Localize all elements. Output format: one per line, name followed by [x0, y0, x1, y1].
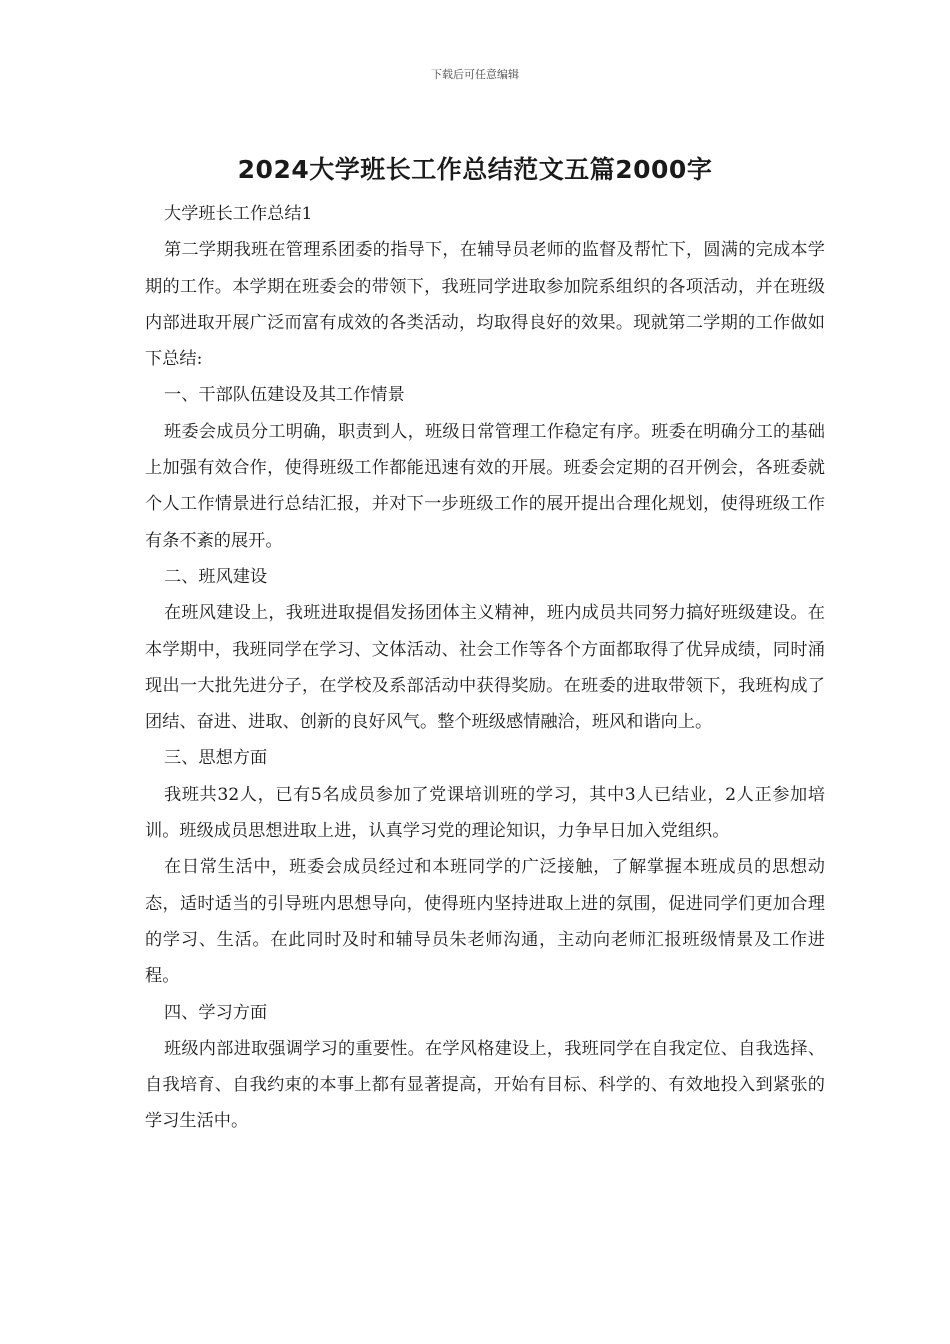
section-heading: 三、思想方面 — [164, 748, 268, 769]
header-note: 下载后可任意编辑 — [431, 68, 519, 81]
paragraph: 班级内部进取强调学习的重要性。在学风格建设上，我班同学在自我定位、自我选择、自我培育、自我约束的本事上都有显著提高，开始有目标、科学的、有效地投入到紧张的学习生活中。 — [145, 1038, 825, 1132]
section-heading: 一、干部队伍建设及其工作情景 — [164, 385, 405, 406]
section-heading: 二、班风建设 — [164, 566, 268, 587]
document-title: 2024大学班长工作总结范文五篇2000字 — [237, 155, 713, 184]
document-body — [145, 196, 825, 1140]
section-heading: 四、学习方面 — [164, 1002, 268, 1023]
paragraph: 在日常生活中，班委会成员经过和本班同学的广泛接触，了解掌握本班成员的思想动态，适时适当的引导班内思想导向，使得班内坚持进取上进的氛围，促进同学们更加合理的学习、生活。在此同时及时和辅导员朱老师沟通，主动向老师汇报班级情景及工作进程。 — [145, 857, 825, 987]
section-heading: 大学班长工作总结1 — [164, 204, 313, 224]
paragraph: 第二学期我班在管理系团委的指导下，在辅导员老师的监督及帮忙下，圆满的完成本学期的工作。本学期在班委会的带领下，我班同学进取参加院系组织的各项活动，并在班级内部进取开展广泛而富有成效的各类活动，均取得良好的效果。现就第二学期的工作做如下总结: — [145, 240, 825, 370]
paragraph: 我班共32人，已有5名成员参加了党课培训班的学习，其中3人已结业，2人正参加培训。班级成员思想进取上进，认真学习党的理论知识，力争早日加入党组织。 — [145, 784, 825, 842]
paragraph: 班委会成员分工明确，职责到人，班级日常管理工作稳定有序。班委在明确分工的基础上加强有效合作，使得班级工作都能迅速有效的开展。班委会定期的召开例会，各班委就个人工作情景进行总结汇报，并对下一步班级工作的展开提出合理化规划，使得班级工作有条不紊的展开。 — [145, 421, 825, 551]
paragraph: 在班风建设上，我班进取提倡发扬团体主义精神，班内成员共同努力搞好班级建设。在本学期中，我班同学在学习、文体活动、社会工作等各个方面都取得了优异成绩，同时涌现出一大批先进分子，在学校及系部活动中获得奖励。在班委的进取带领下，我班构成了团结、奋进、进取、创新的良好风气。整个班级感情融洽，班风和谐向上。 — [145, 603, 825, 733]
